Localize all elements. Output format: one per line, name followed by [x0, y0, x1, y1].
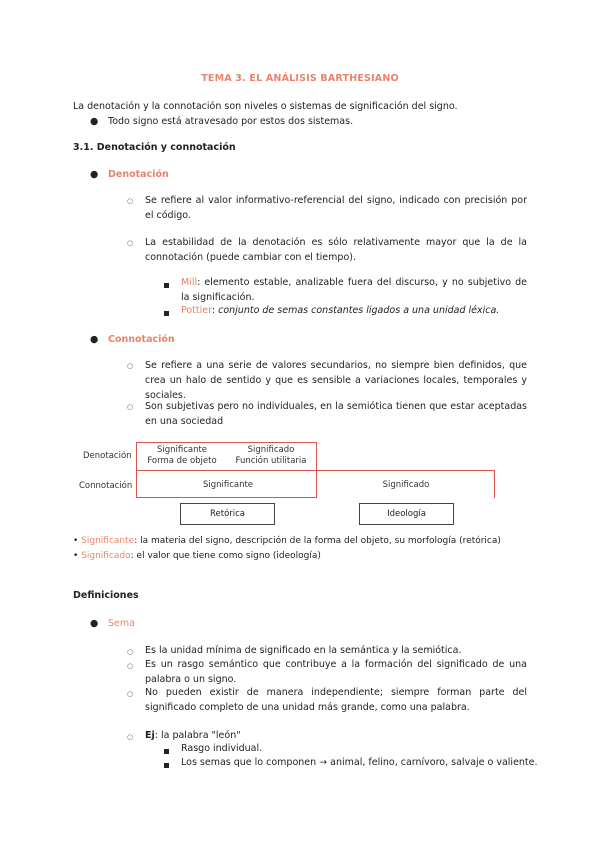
diagram-denot-significante: [140, 445, 224, 467]
example-text: : la palabra "león": [154, 730, 241, 741]
example-label: Ej: [145, 730, 155, 741]
denot-significado-label: Significado: [247, 445, 295, 455]
circle-bullet: ○: [127, 362, 134, 370]
sema-definition-1: Es la unidad mínima de significado en la semántica y la semiótica.: [145, 645, 462, 656]
square-bullet: [164, 760, 169, 771]
circle-bullet: ○: [127, 239, 134, 247]
note-significado-term: Significado: [81, 551, 131, 561]
pottier-text: conjunto de semas constantes ligados a una unidad léxica.: [218, 305, 500, 316]
denot-forma-label: Forma de objeto: [147, 456, 217, 466]
note-significante-text: : la materia del signo, descripción de la forma del objeto, su morfología (retórica): [134, 536, 501, 546]
denotacion-item-1: Se refiere al valor informativo-referencial del signo, indicado con precisión por el código.: [145, 195, 527, 221]
circle-bullet: ○: [127, 662, 134, 670]
intro-bullet: Todo signo está atravesado por estos dos sistemas.: [108, 116, 354, 127]
mill-text: : elemento estable, analizable fuera del discurso, y no subjetivo de la significación.: [181, 277, 527, 303]
note-significado-text: : el valor que tiene como signo (ideología): [130, 551, 321, 561]
diagram-connot-significado: Significado: [382, 480, 430, 490]
example-sub-1: Rasgo individual.: [181, 743, 263, 754]
sema-label: Sema: [108, 618, 135, 629]
denot-significante-label: Significante: [156, 445, 208, 455]
diagram-denot-significado: [228, 445, 314, 467]
denotacion-item-2: La estabilidad de la denotación es sólo relativamente mayor que la de la connotación (puede cambiar con el tiempo).: [145, 237, 527, 263]
mill-author: Mill: [181, 277, 198, 288]
intro-text: La denotación y la connotación son niveles o sistemas de significación del signo.: [73, 101, 458, 112]
diagram-row-connotacion: Connotación: [79, 481, 133, 491]
square-bullet: [164, 308, 169, 319]
connotacion-bullet-dot: ●: [90, 334, 99, 345]
sema-definition-3: No pueden existir de manera independiente; siempre forman parte del significado completo de una unidad más grande, como una palabra.: [145, 687, 527, 713]
connotacion-item-1: Se refiere a una serie de valores secundarios, no siempre bien definidos, que crea un halo de sentido y que es sensible a variaciones locales, temporales y sociales.: [145, 360, 527, 401]
mill-definition: [181, 275, 527, 305]
diagram-row-denotacion: Denotación: [83, 451, 132, 461]
diagram-retorica-box: Retórica: [180, 503, 275, 525]
note-significante: • Significante: la materia del signo, descripción de la forma del objeto, su morfología (retórica): [73, 536, 501, 546]
denotacion-bullet-dot: ●: [90, 169, 99, 180]
denot-funcion-label: Función utilitaria: [235, 456, 307, 466]
section-heading: 3.1. Denotación y connotación: [73, 142, 236, 153]
pottier-definition: [181, 303, 527, 318]
square-bullet: [164, 280, 169, 291]
connotacion-item-2: Son subjetivas pero no individuales, en la semiótica tienen que estar aceptadas en una sociedad: [145, 401, 527, 427]
circle-bullet: ○: [127, 197, 134, 205]
page-title: TEMA 3. EL ANÁLISIS BARTHESIANO: [201, 73, 399, 84]
circle-bullet: ○: [127, 648, 134, 656]
circle-bullet: ○: [127, 403, 134, 411]
diagram-ideologia-box: Ideología: [359, 503, 454, 525]
note-significante-term: Significante: [81, 536, 135, 546]
diagram-connot-significante: Significante: [202, 480, 254, 490]
pottier-author: Pottier: [181, 305, 212, 316]
circle-bullet: ○: [127, 733, 134, 741]
sema-definition-2: Es un rasgo semántico que contribuye a la formación del significado de una palabra o un signo.: [145, 659, 527, 685]
definiciones-heading: Definiciones: [73, 590, 139, 601]
circle-bullet: ○: [127, 690, 134, 698]
square-bullet: [164, 746, 169, 757]
denotacion-label: Denotación: [108, 169, 169, 180]
note-significado: • Significado: el valor que tiene como signo (ideología): [73, 551, 321, 561]
connotacion-label: Connotación: [108, 334, 175, 345]
pottier-colon: :: [211, 305, 219, 316]
example-sub-2: Los semas que lo componen → animal, felino, carnívoro, salvaje o valiente.: [181, 757, 538, 768]
sema-bullet-dot: ●: [90, 618, 99, 629]
intro-bullet-dot: ●: [90, 116, 99, 127]
